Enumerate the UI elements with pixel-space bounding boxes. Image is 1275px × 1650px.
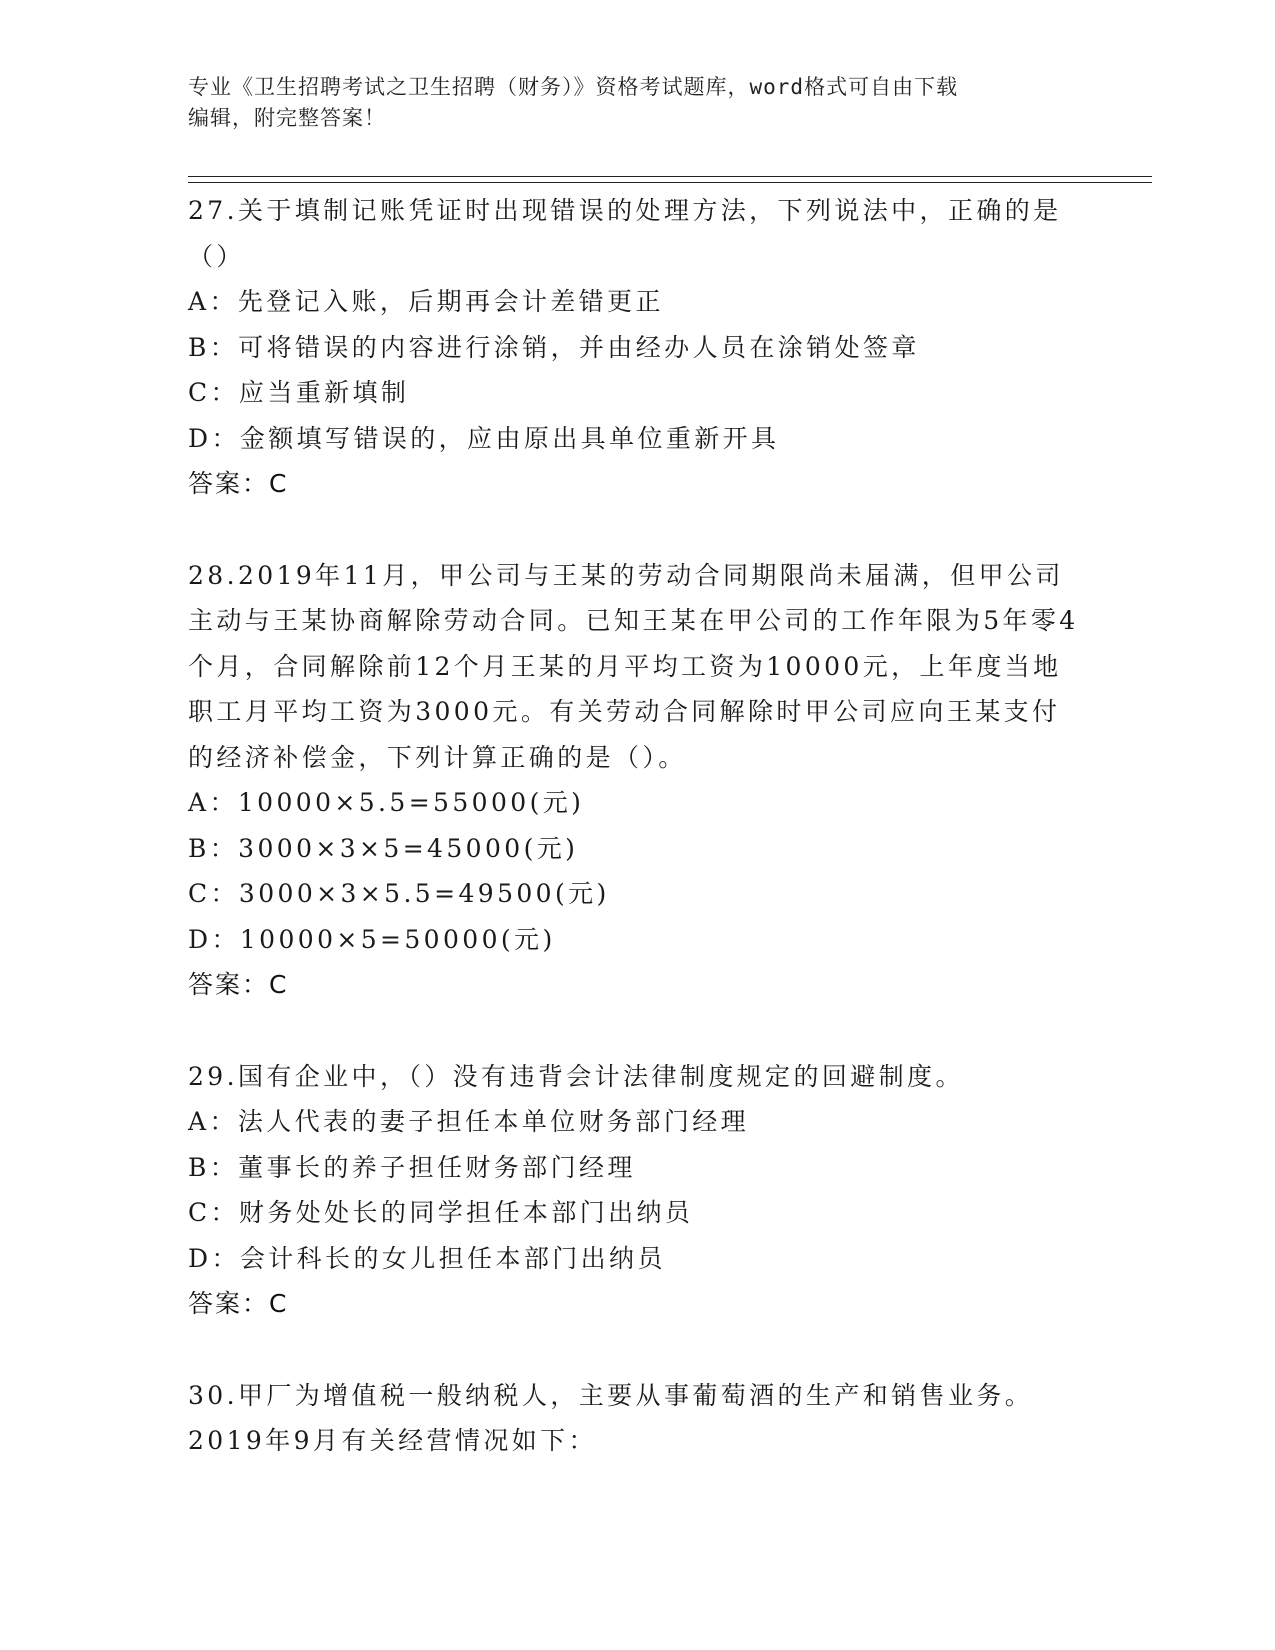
document-header: [188, 72, 1068, 134]
header-rule-top: [188, 176, 1152, 177]
option-a: A：法人代表的妻子担任本单位财务部门经理: [188, 1107, 750, 1136]
option-a: A：10000×5.5=55000(元): [188, 788, 585, 817]
question-text: 28.2019年11月，甲公司与王某的劳动合同期限尚未届满，但甲公司主动与王某协商解除劳动合同。已知王某在甲公司的工作年限为5年零4个月，合同解除前12个月王某的月平均工资为10000元，上年度当地职工月平均工资为3000元。有关劳动合同解除时甲公司应向王某支付的经济补偿金，下列计算正确的是（）。: [188, 560, 1079, 772]
question-text-line-1: 30.甲厂为增值税一般纳税人，主要从事葡萄酒的生产和销售业务。: [188, 1380, 1034, 1410]
option-b: B：可将错误的内容进行涂销，并由经办人员在涂销处签章: [188, 332, 920, 362]
option-d: D：10000×5=50000(元): [188, 924, 556, 954]
answer-line: 答案：C: [188, 469, 289, 498]
option-b: B：董事长的养子担任财务部门经理: [188, 1152, 636, 1182]
question-text: 29.国有企业中，（）没有违背会计法律制度规定的回避制度。: [188, 1061, 964, 1091]
header-line-2: 编辑，附完整答案！: [188, 106, 386, 130]
option-c: C：财务处处长的同学担任本部门出纳员: [188, 1198, 694, 1227]
question-text: 27.关于填制记账凭证时出现错误的处理方法，下列说法中，正确的是（）: [188, 196, 1062, 271]
option-d: D：会计科长的女儿担任本部门出纳员: [188, 1243, 666, 1273]
header-rule-bottom: [188, 182, 1152, 183]
question-spacer: [188, 507, 1088, 553]
option-b: B：3000×3×5=45000(元): [188, 833, 579, 863]
option-c: C：应当重新填制: [188, 378, 410, 407]
option-c: C：3000×3×5.5=49500(元): [188, 879, 610, 908]
question-spacer: [188, 1008, 1088, 1054]
header-line-1: 专业《卫生招聘考试之卫生招聘（财务）》资格考试题库，word格式可自由下载: [188, 75, 959, 99]
question-30: [188, 1373, 1088, 1464]
option-d: D：金额填写错误的，应由原出具单位重新开具: [188, 423, 780, 453]
option-a: A：先登记入账，后期再会计差错更正: [188, 287, 664, 316]
question-27: [188, 188, 1088, 507]
question-spacer: [188, 1327, 1088, 1373]
answer-line: 答案：C: [188, 970, 289, 999]
question-list: [188, 188, 1088, 1464]
question-28: [188, 553, 1088, 1008]
question-text-line-2: 2019年9月有关经营情况如下：: [188, 1426, 597, 1455]
answer-line: 答案：C: [188, 1289, 289, 1318]
question-29: [188, 1054, 1088, 1327]
